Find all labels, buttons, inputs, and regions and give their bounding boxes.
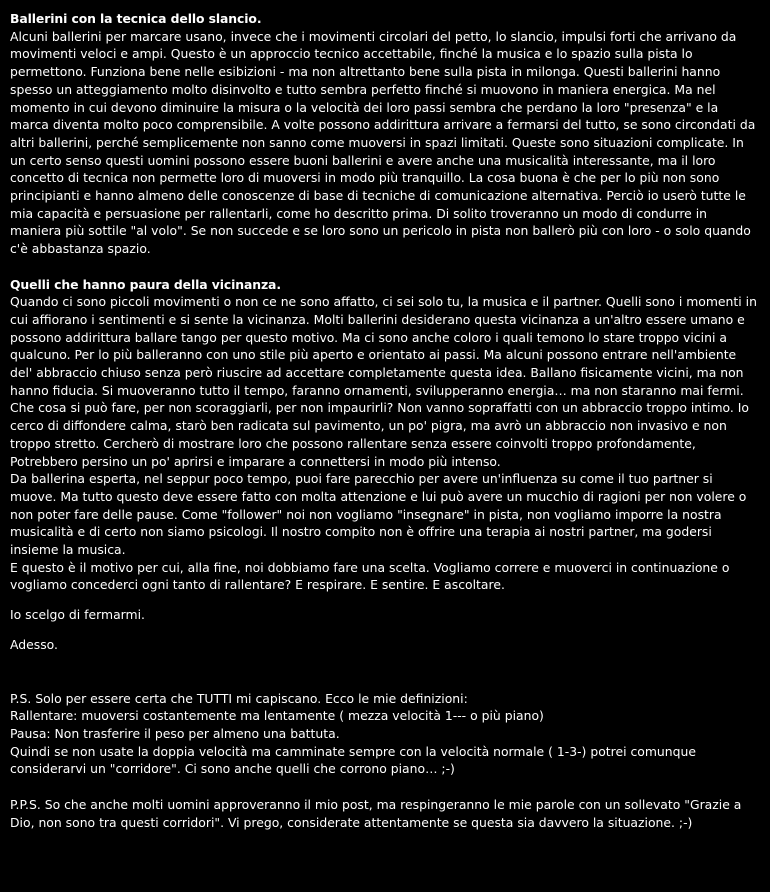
section-body-slancio: Alcuni ballerini per marcare usano, invece che i movimenti circolari del petto, lo slancio, impulsi forti che arrivano da movimenti veloci e ampi. Questo è un approccio tecnico accettabile, finché la musica e lo spazio sulla pista lo permettono. Funziona bene nelle esibizioni - ma non altrettanto bene sulla pista in milonga. Questi ballerini hanno spesso un atteggiamento molto disinvolto e tutto sembra perfetto finché si muovono in maniera energica. Ma nel momento in cui devono diminuire la misura o la velocità dei loro passi sembra che perdano la loro "presenza" e la marca diventa molto poco comprensibile. A volte possono addirittura arrivare a fermarsi del tutto, se sono circondati da altri ballerini, perché semplicemente non sanno come muoversi in spazi limitati. Queste sono situazioni complicate. In un certo senso questi uomini possono essere buoni ballerini e avere anche una musicalità interessante, ma il loro concetto di tecnica non permette loro di muoversi in modo più tranquillo. La cosa buona è che per lo più non sono principianti e hanno almeno delle conoscenze di base di tecniche di comunicazione alternativa. Perciò io userò tutte le mia capacità e persuasione per rallentarli, come ho descritto prima. Di solito troveranno un modo di condurre in maniera più sottile "al volo". Se non succede e se loro sono un pericolo in pista non ballerò più con loro - o solo quando c'è abbastanza spazio. xyxy=(10,28,756,257)
spacer xyxy=(10,678,760,690)
ps-line-3: Pausa: Non trasferire il peso per almeno una battuta. xyxy=(10,726,340,741)
closing-line-2: Adesso. xyxy=(10,636,58,652)
ps-line-2: Rallentare: muoversi costantemente ma lentamente ( mezza velocità 1--- o più piano) xyxy=(10,708,544,724)
section-body-vicinanza-2: Da ballerina esperta, nel seppur poco tempo, puoi fare parecchio per avere un'influenza su come il tuo partner si muove. Ma tutto questo deve essere fatto con molta attenzione e lui può avere un mucchio di ragioni per non volere o non poter fare delle pause. Come "follower" noi non vogliamo "insegnare" in pista, non vogliamo imporre la nostra musicalità e di certo non siamo psicologi. Il nostro compito non è offrire una terapia ai nostri partner, ma godersi insieme la musica. xyxy=(10,471,747,558)
ps-line-1: P.S. Solo per essere certa che TUTTI mi capiscano. Ecco le mie definizioni: xyxy=(10,690,468,706)
spacer xyxy=(10,778,760,796)
section-body-vicinanza: Quando ci sono piccoli movimenti o non ce ne sono affatto, ci sei solo tu, la musica e il partner. Quelli sono i momenti in cui affiorano i sentimenti e si sente la vicinanza. Molti ballerini desiderano questa vicinanza a un'altro essere umano e possono addirittura ballare tango per questo motivo. Ma ci sono anche coloro i quali temono lo stare troppo vicini a qualcuno. Per lo più balleranno con uno stile più aperto e orientato ai passi. Ma alcuni possono entrare nell'ambiente del' abbraccio chiuso senza però riuscire ad accettare completamente questa idea. Ballano fisicamente vicini, ma non hanno fiducia. Si muoveranno tutto il tempo, faranno ornamenti, svilupperanno energia… ma non staranno mai fermi. Che cosa si può fare, per non scoraggiarli, per non impaurirli? Non vanno sopraffatti con un abbraccio troppo intimo. Io cerco di diffondere calma, starò ben radicata sul pavimento, un po' pigra, ma avrò un abbraccio non invasivo e non troppo stretto. Cercherò di mostrare loro che possono rallentare senza essere coinvolti troppo profondamente, Potrebbero persino un po' aprirsi e imparare a connettersi in modo più intenso. xyxy=(10,294,757,469)
spacer xyxy=(10,624,760,636)
section-title-slancio: Ballerini con la tecnica dello slancio. xyxy=(10,11,262,26)
section-body-vicinanza-3: E questo è il motivo per cui, alla fine, noi dobbiamo fare una scelta. Vogliamo correre e muoverci in continuazione o vogliamo concederci ogni tanto di rallentare? E respirare. E sentire. E ascoltare. xyxy=(10,559,730,593)
ps-line-4: Quindi se non usate la doppia velocità ma camminate sempre con la velocità normale ( 1-3-) potrei comunque considerarvi un "corridore". Ci sono anche quelli che corrono piano… ;-) xyxy=(10,743,696,777)
spacer xyxy=(10,258,760,276)
pps-text: P.P.S. So che anche molti uomini approveranno il mio post, ma respingeranno le mie parole con un sollevato "Grazie a Dio, non sono tra questi corridori". Vi prego, considerate attentamente se questa sia davvero la situazione. ;-) xyxy=(10,796,742,830)
closing-line-1: Io scelgo di fermarmi. xyxy=(10,607,145,623)
spacer xyxy=(10,594,760,606)
section-title-vicinanza: Quelli che hanno paura della vicinanza. xyxy=(10,276,281,292)
spacer xyxy=(10,654,760,678)
